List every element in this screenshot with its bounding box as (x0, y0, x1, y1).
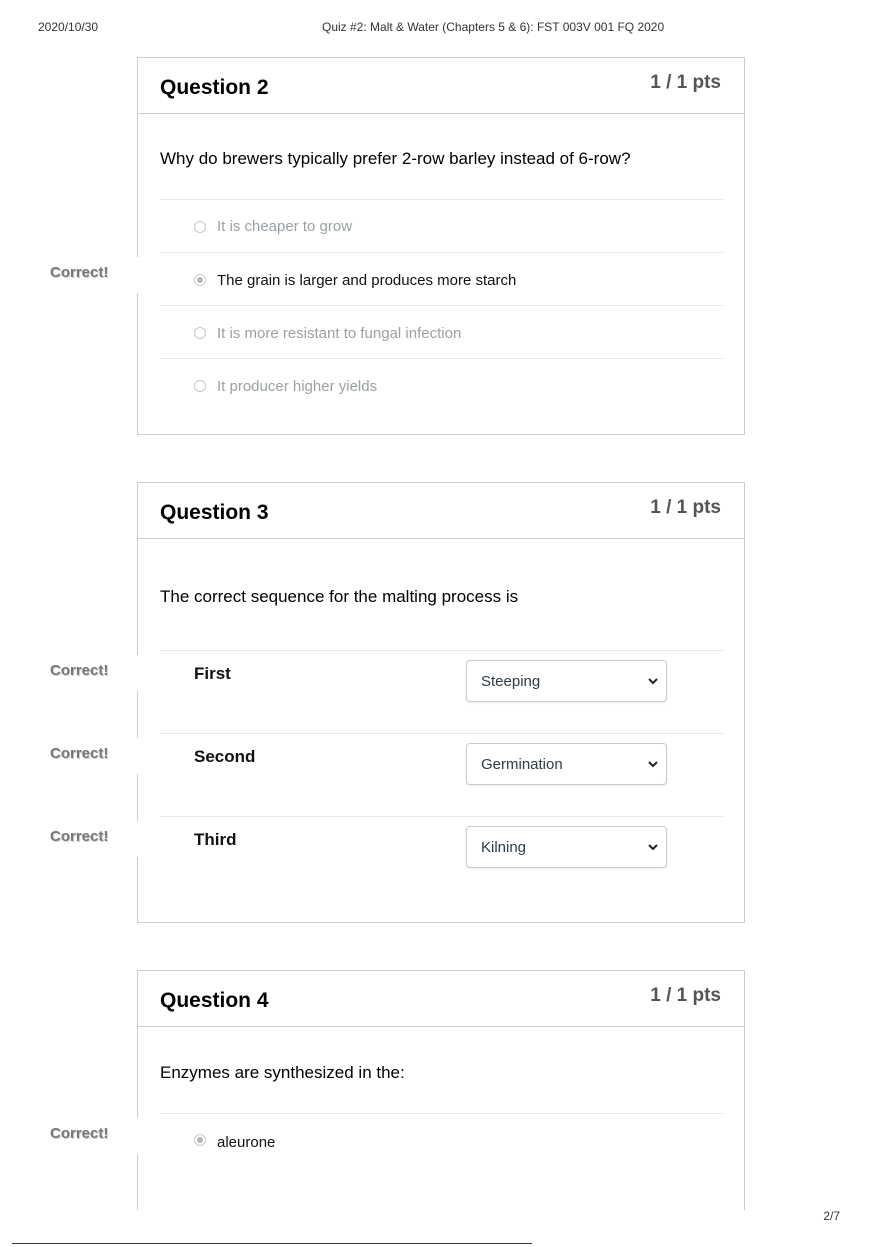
flag-gap (136, 257, 138, 293)
correct-flag: Correct! (50, 745, 109, 762)
question-text: Why do brewers typically prefer 2-row barley instead of 6-row? (160, 149, 631, 168)
match-row-third (160, 816, 723, 899)
match-select[interactable] (466, 826, 667, 868)
radio-button-selected[interactable] (194, 274, 206, 286)
question-card-3 (137, 482, 745, 923)
answer-option[interactable] (160, 358, 723, 411)
answer-label: aleurone (217, 1134, 276, 1151)
question-title: Question 4 (160, 989, 269, 1012)
question-card-2 (137, 57, 745, 435)
correct-flag: Correct! (50, 662, 109, 679)
match-row-first (160, 650, 723, 733)
answer-option[interactable] (160, 252, 723, 305)
radio-button-selected[interactable] (194, 1134, 206, 1146)
footer-divider (12, 1243, 532, 1244)
question-points: 1 / 1 pts (650, 497, 721, 518)
answer-label: It producer higher yields (217, 378, 378, 395)
flag-gap (136, 1118, 138, 1154)
flag-gap (136, 821, 138, 857)
answer-label: The grain is larger and produces more starch (217, 272, 517, 289)
correct-flag: Correct! (50, 264, 109, 281)
question-header (138, 58, 744, 114)
match-row-second (160, 733, 723, 816)
flag-gap (136, 738, 138, 774)
match-label: Second (194, 747, 256, 766)
print-date: 2020/10/30 (38, 20, 99, 34)
flag-gap (136, 655, 138, 691)
answer-option[interactable] (160, 305, 723, 358)
answer-option[interactable] (160, 1113, 723, 1166)
select-value: Kilning (481, 839, 527, 856)
question-title: Question 2 (160, 76, 269, 99)
radio-button[interactable] (194, 221, 206, 233)
correct-flag: Correct! (50, 1125, 109, 1142)
answer-option[interactable] (160, 199, 723, 252)
page-number: 2/7 (823, 1209, 840, 1223)
radio-button[interactable] (194, 380, 206, 392)
question-text: Enzymes are synthesized in the: (160, 1063, 405, 1082)
match-label: First (194, 664, 231, 683)
question-points: 1 / 1 pts (650, 72, 721, 93)
chevron-down-icon (646, 757, 660, 771)
correct-flag: Correct! (50, 828, 109, 845)
match-select[interactable] (466, 743, 667, 785)
question-points: 1 / 1 pts (650, 985, 721, 1006)
question-header (138, 483, 744, 539)
radio-button[interactable] (194, 327, 206, 339)
chevron-down-icon (646, 674, 660, 688)
match-select[interactable] (466, 660, 667, 702)
chevron-down-icon (646, 840, 660, 854)
answer-label: It is more resistant to fungal infection (217, 325, 462, 342)
select-value: Germination (481, 756, 563, 773)
question-header (138, 971, 744, 1027)
question-card-4 (137, 970, 745, 1210)
answer-label: It is cheaper to grow (217, 218, 353, 235)
select-value: Steeping (481, 673, 541, 690)
match-label: Third (194, 830, 237, 849)
print-title: Quiz #2: Malt & Water (Chapters 5 & 6): FST 003V 001 FQ 2020 (322, 20, 665, 34)
question-title: Question 3 (160, 501, 269, 524)
question-text: The correct sequence for the malting process is (160, 587, 519, 606)
